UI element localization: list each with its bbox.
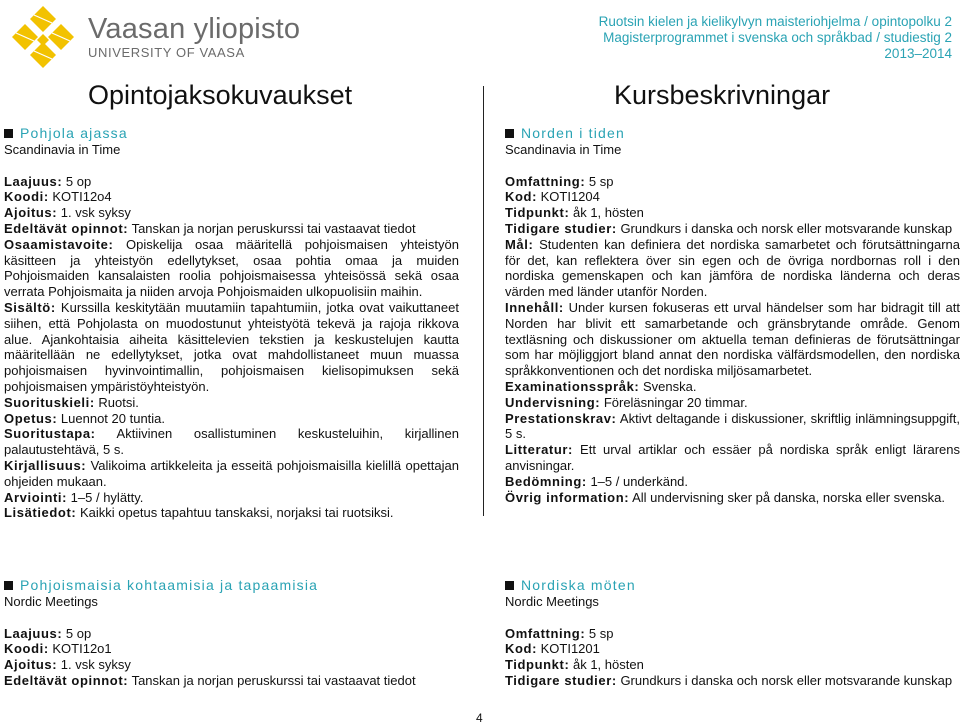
field-sisalto: Sisältö: Kurssilla keskitytään muutamiin tapahtumiin, jotka ovat vaikuttaneet siihen, että Pohjolasta on muodostunut yhteistyötä tekevä ja rajoja rikkova alue. Ajankohtaisia aiheita käsittelevien tekstien ja keskustelujen kautta määritellään ne edellytykset, jotka ovat mahdollistaneet muun muassa pohjoismaisen hyvinvointimallin, pohjoismaisen kielisopimuksen sekä pohjoismaisen ympäristöyhteistyön.	[4, 299, 459, 394]
course-subtitle: Scandinavia in Time	[4, 141, 121, 157]
course-title: Nordiska möten	[505, 578, 960, 594]
field-mal: Mål: Studenten kan definiera det nordiska samarbetet och förutsättningarna för det, kan reflektera över sin egen och de övriga nordbornas roll i den nordiska gemenskapen och kan jämföra de nordiska länderna och deras värden med länder utanför Norden.	[505, 236, 960, 300]
course-title: Norden i tiden	[505, 126, 960, 142]
field-examinationssprak: Examinationsspråk: Svenska.	[505, 378, 697, 394]
course-fi-pohjoismaisia-kohtaamisia	[4, 578, 459, 689]
course-sv-nordiska-moten	[505, 578, 960, 689]
column-divider	[483, 86, 484, 516]
field-kirjallisuus: Kirjallisuus: Valikoima artikkeleita ja esseitä pohjoismaisilla kielillä opettajan ohjeiden mukaan.	[4, 457, 459, 489]
field-edeltavat: Edeltävät opinnot: Tanskan ja norjan peruskurssi tai vastaavat tiedot	[4, 220, 416, 236]
program-header	[599, 14, 952, 62]
field-tidpunkt: Tidpunkt: åk 1, hösten	[505, 205, 644, 221]
program-line-sv: Magisterprogrammet i svenska och språkbad / studiestig 2	[603, 30, 952, 45]
page-number: 4	[476, 711, 483, 725]
field-osaamistavoite: Osaamistavoite: Opiskelija osaa määritellä pohjoismaisen yhteistyön käsitteen ja yhteistyön edellytykset, osaa pohtia omaa ja muiden Pohjoismaiden kansalaisten roolia pohjoismaisessa yhteisössä sekä osaa verrata Pohjoismaita ja niiden arvoja Pohjoismaiden ulkopuolisiin maihin.	[4, 236, 459, 300]
logo-name: Vaasan yliopisto	[88, 13, 301, 45]
field-laajuus: Laajuus: 5 op	[4, 173, 92, 189]
field-undervisning: Undervisning: Föreläsningar 20 timmar.	[505, 394, 748, 410]
field-lisatiedot: Lisätiedot: Kaikki opetus tapahtuu tanskaksi, norjaksi tai ruotsiksi.	[4, 505, 394, 521]
field-omfattning: Omfattning: 5 sp	[505, 625, 614, 641]
square-bullet-icon	[4, 129, 13, 138]
field-suorituskieli: Suorituskieli: Ruotsi.	[4, 394, 139, 410]
program-years: 2013–2014	[884, 46, 952, 61]
field-tidigare-studier: Tidigare studier: Grundkurs i danska och norsk eller motsvarande kunskap	[505, 672, 953, 688]
square-bullet-icon	[505, 581, 514, 590]
university-logo	[6, 4, 300, 78]
field-edeltavat: Edeltävät opinnot: Tanskan ja norjan peruskurssi tai vastaavat tiedot	[4, 672, 416, 688]
logo-subtitle: UNIVERSITY OF VAASA	[88, 45, 245, 60]
field-bedomning: Bedömning: 1–5 / underkänd.	[505, 473, 689, 489]
course-subtitle: Scandinavia in Time	[505, 141, 622, 157]
field-prestationskrav: Prestationskrav: Aktivt deltagande i diskussioner, skriftlig inlämningsuppgift, 5 s.	[505, 410, 960, 442]
field-ovrig-information: Övrig information: All undervisning sker på danska, norska eller svenska.	[505, 489, 945, 505]
program-line-fi: Ruotsin kielen ja kielikylvyn maisteriohjelma / opintopolku 2	[598, 14, 952, 29]
field-tidigare-studier: Tidigare studier: Grundkurs i danska och norsk eller motsvarande kunskap	[505, 220, 953, 236]
field-ajoitus: Ajoitus: 1. vsk syksy	[4, 657, 131, 673]
field-laajuus: Laajuus: 5 op	[4, 625, 92, 641]
heading-swedish: Kursbeskrivningar	[614, 80, 831, 110]
field-koodi: Koodi: KOTI12o4	[4, 189, 112, 205]
course-title: Pohjola ajassa	[4, 126, 459, 142]
field-arviointi: Arviointi: 1–5 / hylätty.	[4, 489, 144, 505]
course-subtitle: Nordic Meetings	[505, 593, 599, 609]
field-ajoitus: Ajoitus: 1. vsk syksy	[4, 205, 131, 221]
field-kod: Kod: KOTI1204	[505, 189, 600, 205]
logo-emblem-icon	[6, 4, 80, 78]
course-title: Pohjoismaisia kohtaamisia ja tapaamisia	[4, 578, 459, 594]
field-innehall: Innehåll: Under kursen fokuseras ett urval händelser som har bidragit till att Norden har blivit ett samarbetande och gränsbrytande område. Genom textläsning och diskussioner om aktuella teman definieras de förutsättningar som har möjliggjort bland annat den nordiska välfärdsmodellen, den nordiska språkkonventionen och det nordiska miljösamarbetet.	[505, 299, 960, 379]
field-koodi: Koodi: KOTI12o1	[4, 641, 112, 657]
heading-finnish: Opintojaksokuvaukset	[88, 80, 353, 110]
field-tidpunkt: Tidpunkt: åk 1, hösten	[505, 657, 644, 673]
course-fi-pohjola-ajassa	[4, 126, 459, 521]
field-opetus: Opetus: Luennot 20 tuntia.	[4, 410, 166, 426]
field-omfattning: Omfattning: 5 sp	[505, 173, 614, 189]
field-suoritustapa: Suoritustapa: Aktiivinen osallistuminen keskusteluihin, kirjallinen palautustehtävä, 5 s.	[4, 426, 459, 458]
square-bullet-icon	[505, 129, 514, 138]
square-bullet-icon	[4, 581, 13, 590]
course-sv-norden-i-tiden	[505, 126, 960, 505]
field-litteratur: Litteratur: Ett urval artiklar och essäer på nordiska språk enligt lärarens anvisningar.	[505, 442, 960, 473]
field-kod: Kod: KOTI1201	[505, 641, 600, 657]
course-subtitle: Nordic Meetings	[4, 593, 98, 609]
